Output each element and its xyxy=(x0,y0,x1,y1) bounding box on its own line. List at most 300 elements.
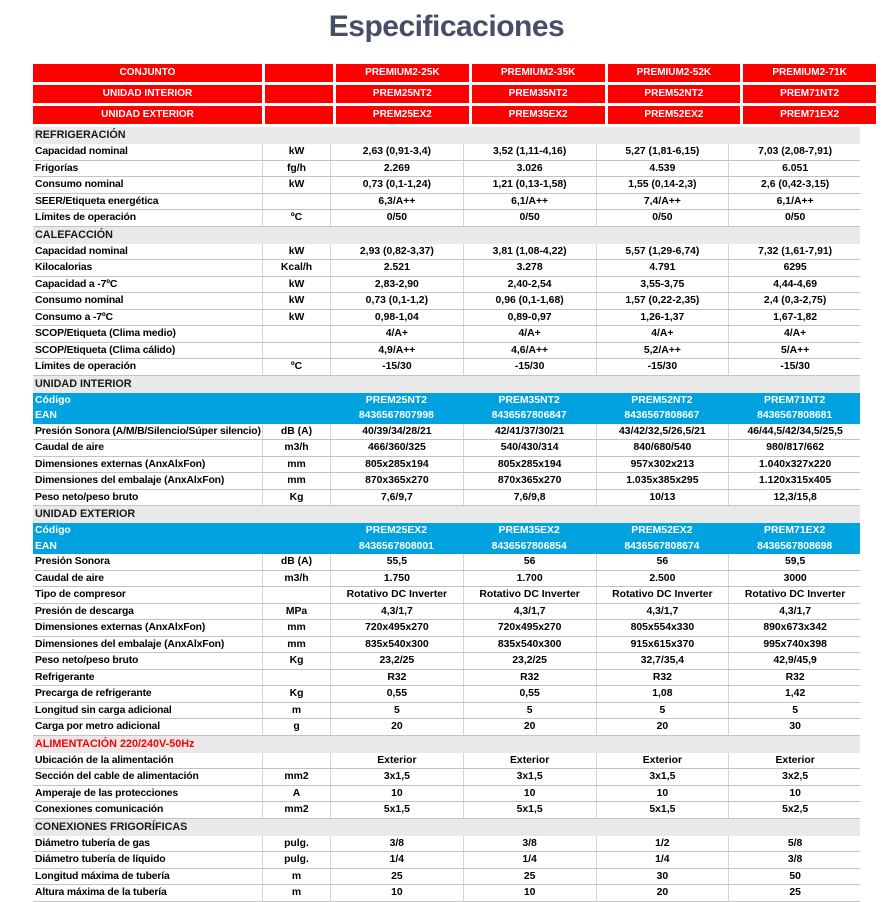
highlight-row-label: Código xyxy=(35,394,71,406)
highlight-row-value: 8436567808667 xyxy=(624,410,700,421)
row-value: 5 xyxy=(463,703,596,719)
row-value: Exterior xyxy=(596,753,729,769)
row-unit: kW xyxy=(262,310,330,326)
row-value: 1,42 xyxy=(728,686,861,702)
row-value: 10 xyxy=(463,885,596,901)
row-value: 1.040x327x220 xyxy=(728,457,861,473)
row-value: 7,6/9,8 xyxy=(463,490,596,506)
row-value: 1.750 xyxy=(330,571,463,587)
highlight-row-value: 8436567806847 xyxy=(491,410,567,421)
row-label: Caudal de aire xyxy=(35,572,104,584)
row-unit xyxy=(262,194,330,210)
row-value: Rotativo DC Inverter xyxy=(330,587,463,603)
row-value: 4,3/1,7 xyxy=(728,604,861,620)
row-value: 50 xyxy=(728,869,861,885)
row-unit: fg/h xyxy=(262,161,330,177)
highlight-row xyxy=(33,408,860,424)
table-row xyxy=(33,161,860,178)
header-unit-cell xyxy=(265,64,333,82)
row-value: 995x740x398 xyxy=(728,637,861,653)
row-value: 1,67-1,82 xyxy=(728,310,861,326)
header-label-cell: UNIDAD EXTERIOR xyxy=(33,106,262,124)
header-row xyxy=(33,85,860,103)
row-value: 10/13 xyxy=(596,490,729,506)
table-row xyxy=(33,786,860,803)
highlight-row-value: PREM52NT2 xyxy=(631,394,693,406)
row-value: 5 xyxy=(728,703,861,719)
row-value: 3x1,5 xyxy=(596,769,729,785)
row-value: 0,55 xyxy=(330,686,463,702)
row-value: 720x495x270 xyxy=(463,620,596,636)
section-band: ALIMENTACIÓN 220/240V-50Hz xyxy=(33,736,860,753)
header-model-cell: PREM52EX2 xyxy=(608,106,741,124)
row-value: 1,21 (0,13-1,58) xyxy=(463,177,596,193)
row-value: 5,2/A++ xyxy=(596,343,729,359)
row-value: 4,9/A++ xyxy=(330,343,463,359)
row-value: 1.035x385x295 xyxy=(596,473,729,489)
row-unit: ºC xyxy=(262,210,330,226)
header-row xyxy=(33,64,860,82)
highlight-row-value: PREM25EX2 xyxy=(365,525,427,536)
row-label: Diámetro tubería de líquido xyxy=(35,854,166,865)
highlight-row-value: 8436567808674 xyxy=(624,540,700,552)
row-value: 20 xyxy=(330,719,463,735)
highlight-row-value: 8436567806854 xyxy=(491,540,567,552)
row-value: 25 xyxy=(728,885,861,901)
table-row xyxy=(33,457,860,474)
row-value: 5,27 (1,81-6,15) xyxy=(596,144,729,160)
row-value: 7,03 (2,08-7,91) xyxy=(728,144,861,160)
row-label: Diámetro tubería de gas xyxy=(35,837,150,849)
highlight-row-value: PREM25NT2 xyxy=(365,394,427,406)
table-row xyxy=(33,293,860,310)
row-value: 3.278 xyxy=(463,260,596,276)
highlight-row-unit xyxy=(262,393,330,409)
row-value: 10 xyxy=(330,786,463,802)
row-value: 7,4/A++ xyxy=(596,194,729,210)
row-unit xyxy=(262,753,330,769)
row-value: 30 xyxy=(728,719,861,735)
row-value: 957x302x213 xyxy=(596,457,729,473)
row-value: 3/8 xyxy=(463,836,596,852)
row-unit: Kg xyxy=(262,686,330,702)
row-value: 5/A++ xyxy=(728,343,861,359)
row-value: R32 xyxy=(596,670,729,686)
row-value: 0/50 xyxy=(728,210,861,226)
row-value: -15/30 xyxy=(728,359,861,375)
row-value: 0,55 xyxy=(463,686,596,702)
table-row xyxy=(33,703,860,720)
row-value: 10 xyxy=(728,786,861,802)
table-row xyxy=(33,836,860,853)
row-value: 5x1,5 xyxy=(596,802,729,818)
row-value: 25 xyxy=(330,869,463,885)
highlight-row-value: PREM52EX2 xyxy=(631,525,693,536)
row-value: 805x285x194 xyxy=(463,457,596,473)
row-value: 4.539 xyxy=(596,161,729,177)
table-row xyxy=(33,869,860,886)
row-value: 4,6/A++ xyxy=(463,343,596,359)
page-title: Especificaciones xyxy=(328,10,565,43)
row-unit: Kg xyxy=(262,653,330,669)
row-value: 2,63 (0,91-3,4) xyxy=(330,144,463,160)
row-unit: Kcal/h xyxy=(262,260,330,276)
row-unit xyxy=(262,587,330,603)
table-row xyxy=(33,260,860,277)
row-value: 12,3/15,8 xyxy=(728,490,861,506)
table-row xyxy=(33,177,860,194)
row-value: 10 xyxy=(596,786,729,802)
row-value: 56 xyxy=(596,554,729,570)
row-value: 4/A+ xyxy=(728,326,861,342)
row-value: 2.500 xyxy=(596,571,729,587)
row-value: 40/39/34/28/21 xyxy=(330,424,463,440)
row-value: 870x365x270 xyxy=(463,473,596,489)
row-value: 42/41/37/30/21 xyxy=(463,424,596,440)
section-band: CALEFACCIÓN xyxy=(33,227,860,244)
row-value: 1/4 xyxy=(596,852,729,868)
table-row xyxy=(33,620,860,637)
table-row xyxy=(33,769,860,786)
row-value: 805x285x194 xyxy=(330,457,463,473)
row-value: 5,57 (1,29-6,74) xyxy=(596,244,729,260)
row-unit: mm xyxy=(262,637,330,653)
row-label: Caudal de aire xyxy=(35,442,104,453)
table-row xyxy=(33,802,860,819)
table-row xyxy=(33,473,860,490)
row-value: 2.269 xyxy=(330,161,463,177)
row-value: 5 xyxy=(330,703,463,719)
row-value: 20 xyxy=(596,719,729,735)
row-value: 1,57 (0,22-2,35) xyxy=(596,293,729,309)
row-label: Dimensiones del embalaje (AnxAlxFon) xyxy=(35,638,225,650)
row-unit: dB (A) xyxy=(262,554,330,570)
row-value: 2,83-2,90 xyxy=(330,277,463,293)
row-value: 1.700 xyxy=(463,571,596,587)
table-row xyxy=(33,326,860,343)
header-model-cell: PREM25EX2 xyxy=(336,106,469,124)
row-label: Carga por metro adicional xyxy=(35,721,161,732)
table-row xyxy=(33,343,860,360)
row-label: Tipo de compresor xyxy=(35,589,126,600)
row-value: 0,96 (0,1-1,68) xyxy=(463,293,596,309)
table-row xyxy=(33,670,860,687)
row-unit: mm2 xyxy=(262,769,330,785)
row-value: 23,2/25 xyxy=(330,653,463,669)
row-unit: ºC xyxy=(262,359,330,375)
row-value: 3,52 (1,11-4,16) xyxy=(463,144,596,160)
row-value: -15/30 xyxy=(330,359,463,375)
row-label: Ubicación de la alimentación xyxy=(35,754,174,766)
row-value: 6,3/A++ xyxy=(330,194,463,210)
row-value: 3/8 xyxy=(330,836,463,852)
row-value: 5/8 xyxy=(728,836,861,852)
row-value: 2,6 (0,42-3,15) xyxy=(728,177,861,193)
spec-table xyxy=(33,64,860,902)
row-value: 20 xyxy=(596,885,729,901)
table-row xyxy=(33,359,860,376)
table-row xyxy=(33,490,860,507)
row-label: Capacidad nominal xyxy=(35,245,128,257)
highlight-row-unit xyxy=(262,408,330,424)
row-unit: Kg xyxy=(262,490,330,506)
table-row xyxy=(33,653,860,670)
row-value: 3x2,5 xyxy=(728,769,861,785)
row-label: Presión Sonora xyxy=(35,556,110,567)
table-row xyxy=(33,852,860,869)
row-value: 0/50 xyxy=(596,210,729,226)
header-label-cell: UNIDAD INTERIOR xyxy=(33,85,262,103)
row-value: 1,55 (0,14-2,3) xyxy=(596,177,729,193)
row-value: Rotativo DC Inverter xyxy=(728,587,861,603)
header-row xyxy=(33,106,860,124)
row-value: 5 xyxy=(596,703,729,719)
row-label: Límites de operación xyxy=(35,212,136,223)
row-value: 835x540x300 xyxy=(330,637,463,653)
row-label: SCOP/Etiqueta (Clima medio) xyxy=(35,328,176,339)
header-model-cell: PREMIUM2-71K xyxy=(743,64,876,82)
row-value: 0/50 xyxy=(330,210,463,226)
row-value: 835x540x300 xyxy=(463,637,596,653)
row-unit: kW xyxy=(262,277,330,293)
row-value: 980/817/662 xyxy=(728,440,861,456)
row-label: Altura máxima de la tubería xyxy=(35,887,167,898)
row-label: Peso neto/peso bruto xyxy=(35,491,139,503)
highlight-row-unit xyxy=(262,539,330,555)
highlight-row-value: 8436567808681 xyxy=(757,410,833,421)
row-label: Longitud máxima de tubería xyxy=(35,870,170,882)
row-value: 720x495x270 xyxy=(330,620,463,636)
highlight-row-value: PREM35EX2 xyxy=(498,525,560,536)
row-value: 2,40-2,54 xyxy=(463,277,596,293)
highlight-row-value: PREM71EX2 xyxy=(764,525,826,536)
row-value: 3/8 xyxy=(728,852,861,868)
row-value: 2.521 xyxy=(330,260,463,276)
row-value: 0/50 xyxy=(463,210,596,226)
row-value: R32 xyxy=(728,670,861,686)
row-value: 1,08 xyxy=(596,686,729,702)
table-row xyxy=(33,244,860,261)
row-value: 23,2/25 xyxy=(463,653,596,669)
row-unit: kW xyxy=(262,144,330,160)
row-unit: pulg. xyxy=(262,836,330,852)
row-value: 6.051 xyxy=(728,161,861,177)
row-unit: kW xyxy=(262,177,330,193)
row-value: 0,89-0,97 xyxy=(463,310,596,326)
spec-table-sections xyxy=(33,127,860,902)
row-unit: m3/h xyxy=(262,571,330,587)
header-model-cell: PREM25NT2 xyxy=(336,85,469,103)
row-unit: m3/h xyxy=(262,440,330,456)
row-unit: m xyxy=(262,869,330,885)
table-row xyxy=(33,753,860,770)
row-label: Dimensiones externas (AnxAlxFon) xyxy=(35,622,206,633)
row-label: Peso neto/peso bruto xyxy=(35,655,139,666)
row-value: 3x1,5 xyxy=(463,769,596,785)
highlight-row-unit xyxy=(262,523,330,539)
row-value: 1/2 xyxy=(596,836,729,852)
row-unit: mm xyxy=(262,473,330,489)
row-value: 10 xyxy=(463,786,596,802)
row-unit xyxy=(262,343,330,359)
header-model-cell: PREMIUM2-25K xyxy=(336,64,469,82)
row-value: 42,9/45,9 xyxy=(728,653,861,669)
highlight-row xyxy=(33,523,860,539)
highlight-row xyxy=(33,393,860,409)
row-label: Conexiones comunicación xyxy=(35,804,164,815)
row-label: Sección del cable de alimentación xyxy=(35,771,199,782)
row-value: Exterior xyxy=(330,753,463,769)
table-row xyxy=(33,686,860,703)
row-label: Amperaje de las protecciones xyxy=(35,787,179,799)
row-unit: m xyxy=(262,885,330,901)
highlight-row-value: 8436567808001 xyxy=(358,540,434,552)
header-model-cell: PREM71EX2 xyxy=(743,106,876,124)
row-value: 540/430/314 xyxy=(463,440,596,456)
row-unit: mm xyxy=(262,457,330,473)
row-unit: MPa xyxy=(262,604,330,620)
row-unit: g xyxy=(262,719,330,735)
spec-table-header-rows xyxy=(33,64,860,124)
row-value: 59,5 xyxy=(728,554,861,570)
row-value: 2,4 (0,3-2,75) xyxy=(728,293,861,309)
table-row xyxy=(33,194,860,211)
table-row xyxy=(33,554,860,571)
row-value: 915x615x370 xyxy=(596,637,729,653)
row-value: Rotativo DC Inverter xyxy=(596,587,729,603)
section-band: REFRIGERACIÓN xyxy=(33,127,860,144)
row-value: Exterior xyxy=(463,753,596,769)
row-value: 3.026 xyxy=(463,161,596,177)
header-model-cell: PREMIUM2-52K xyxy=(608,64,741,82)
row-value: 55,5 xyxy=(330,554,463,570)
row-value: 0,73 (0,1-1,24) xyxy=(330,177,463,193)
row-value: R32 xyxy=(330,670,463,686)
row-value: 4/A+ xyxy=(463,326,596,342)
row-value: 6,1/A++ xyxy=(463,194,596,210)
table-row xyxy=(33,637,860,654)
row-value: R32 xyxy=(463,670,596,686)
row-label: Longitud sin carga adicional xyxy=(35,704,172,716)
row-label: Consumo nominal xyxy=(35,179,124,190)
highlight-row-label: EAN xyxy=(35,410,57,421)
header-unit-cell xyxy=(265,85,333,103)
row-value: 10 xyxy=(330,885,463,901)
row-value: 3,81 (1,08-4,22) xyxy=(463,244,596,260)
header-model-cell: PREM52NT2 xyxy=(608,85,741,103)
highlight-row xyxy=(33,539,860,555)
row-label: SEER/Etiqueta energética xyxy=(35,195,159,207)
table-row xyxy=(33,210,860,227)
row-value: 805x554x330 xyxy=(596,620,729,636)
highlight-row-value: PREM35NT2 xyxy=(498,394,560,406)
highlight-row-value: PREM71NT2 xyxy=(764,394,826,406)
table-row xyxy=(33,885,860,902)
highlight-row-label: Código xyxy=(35,525,71,536)
header-model-cell: PREM35NT2 xyxy=(472,85,605,103)
row-label: Dimensiones externas (AnxAlxFon) xyxy=(35,458,206,470)
row-value: Rotativo DC Inverter xyxy=(463,587,596,603)
row-label: Capacidad a -7ºC xyxy=(35,278,118,290)
row-label: Precarga de refrigerante xyxy=(35,688,152,699)
row-unit: kW xyxy=(262,244,330,260)
row-value: 4,3/1,7 xyxy=(463,604,596,620)
row-value: 890x673x342 xyxy=(728,620,861,636)
row-value: 5x1,5 xyxy=(463,802,596,818)
header-label-cell: CONJUNTO xyxy=(33,64,262,82)
row-value: 32,7/35,4 xyxy=(596,653,729,669)
row-label: Presión Sonora (A/M/B/Silencio/Súper silencio) xyxy=(35,425,261,437)
row-value: 870x365x270 xyxy=(330,473,463,489)
row-unit: m xyxy=(262,703,330,719)
row-value: 3000 xyxy=(728,571,861,587)
row-unit: kW xyxy=(262,293,330,309)
row-value: 4/A+ xyxy=(330,326,463,342)
row-value: 4,3/1,7 xyxy=(330,604,463,620)
row-label: Capacidad nominal xyxy=(35,146,128,157)
row-value: 5x2,5 xyxy=(728,802,861,818)
header-unit-cell xyxy=(265,106,333,124)
row-value: 46/44,5/42/34,5/25,5 xyxy=(728,424,861,440)
row-value: 5x1,5 xyxy=(330,802,463,818)
row-value: 56 xyxy=(463,554,596,570)
row-value: 3x1,5 xyxy=(330,769,463,785)
highlight-row-value: 8436567807998 xyxy=(358,410,434,421)
row-label: Límites de operación xyxy=(35,361,136,372)
row-value: 30 xyxy=(596,869,729,885)
row-value: 4,3/1,7 xyxy=(596,604,729,620)
table-row xyxy=(33,144,860,161)
row-label: Consumo a -7ºC xyxy=(35,311,113,323)
row-value: 1/4 xyxy=(463,852,596,868)
row-value: 3,55-3,75 xyxy=(596,277,729,293)
row-value: 0,98-1,04 xyxy=(330,310,463,326)
row-value: Exterior xyxy=(728,753,861,769)
table-row xyxy=(33,424,860,441)
section-band: UNIDAD EXTERIOR xyxy=(33,506,860,523)
row-value: -15/30 xyxy=(463,359,596,375)
row-value: 1,26-1,37 xyxy=(596,310,729,326)
row-value: 466/360/325 xyxy=(330,440,463,456)
row-value: 25 xyxy=(463,869,596,885)
table-row xyxy=(33,604,860,621)
header-model-cell: PREM35EX2 xyxy=(472,106,605,124)
table-row xyxy=(33,571,860,588)
table-row xyxy=(33,440,860,457)
row-value: 4,44-4,69 xyxy=(728,277,861,293)
row-value: 4.791 xyxy=(596,260,729,276)
table-row xyxy=(33,719,860,736)
row-unit xyxy=(262,670,330,686)
row-value: 4/A+ xyxy=(596,326,729,342)
highlight-row-label: EAN xyxy=(35,540,57,552)
table-row xyxy=(33,277,860,294)
row-label: Frigorías xyxy=(35,162,79,174)
section-band: CONEXIONES FRIGORÍFICAS xyxy=(33,819,860,836)
header-model-cell: PREMIUM2-35K xyxy=(472,64,605,82)
row-value: 2,93 (0,82-3,37) xyxy=(330,244,463,260)
row-value: 0,73 (0,1-1,2) xyxy=(330,293,463,309)
row-unit: dB (A) xyxy=(262,424,330,440)
row-value: 20 xyxy=(463,719,596,735)
section-band: UNIDAD INTERIOR xyxy=(33,376,860,393)
row-label: Refrigerante xyxy=(35,671,95,683)
highlight-row-value: 8436567808698 xyxy=(757,540,833,552)
row-unit: A xyxy=(262,786,330,802)
header-model-cell: PREM71NT2 xyxy=(743,85,876,103)
row-value: 7,32 (1,61-7,91) xyxy=(728,244,861,260)
row-value: 43/42/32,5/26,5/21 xyxy=(596,424,729,440)
